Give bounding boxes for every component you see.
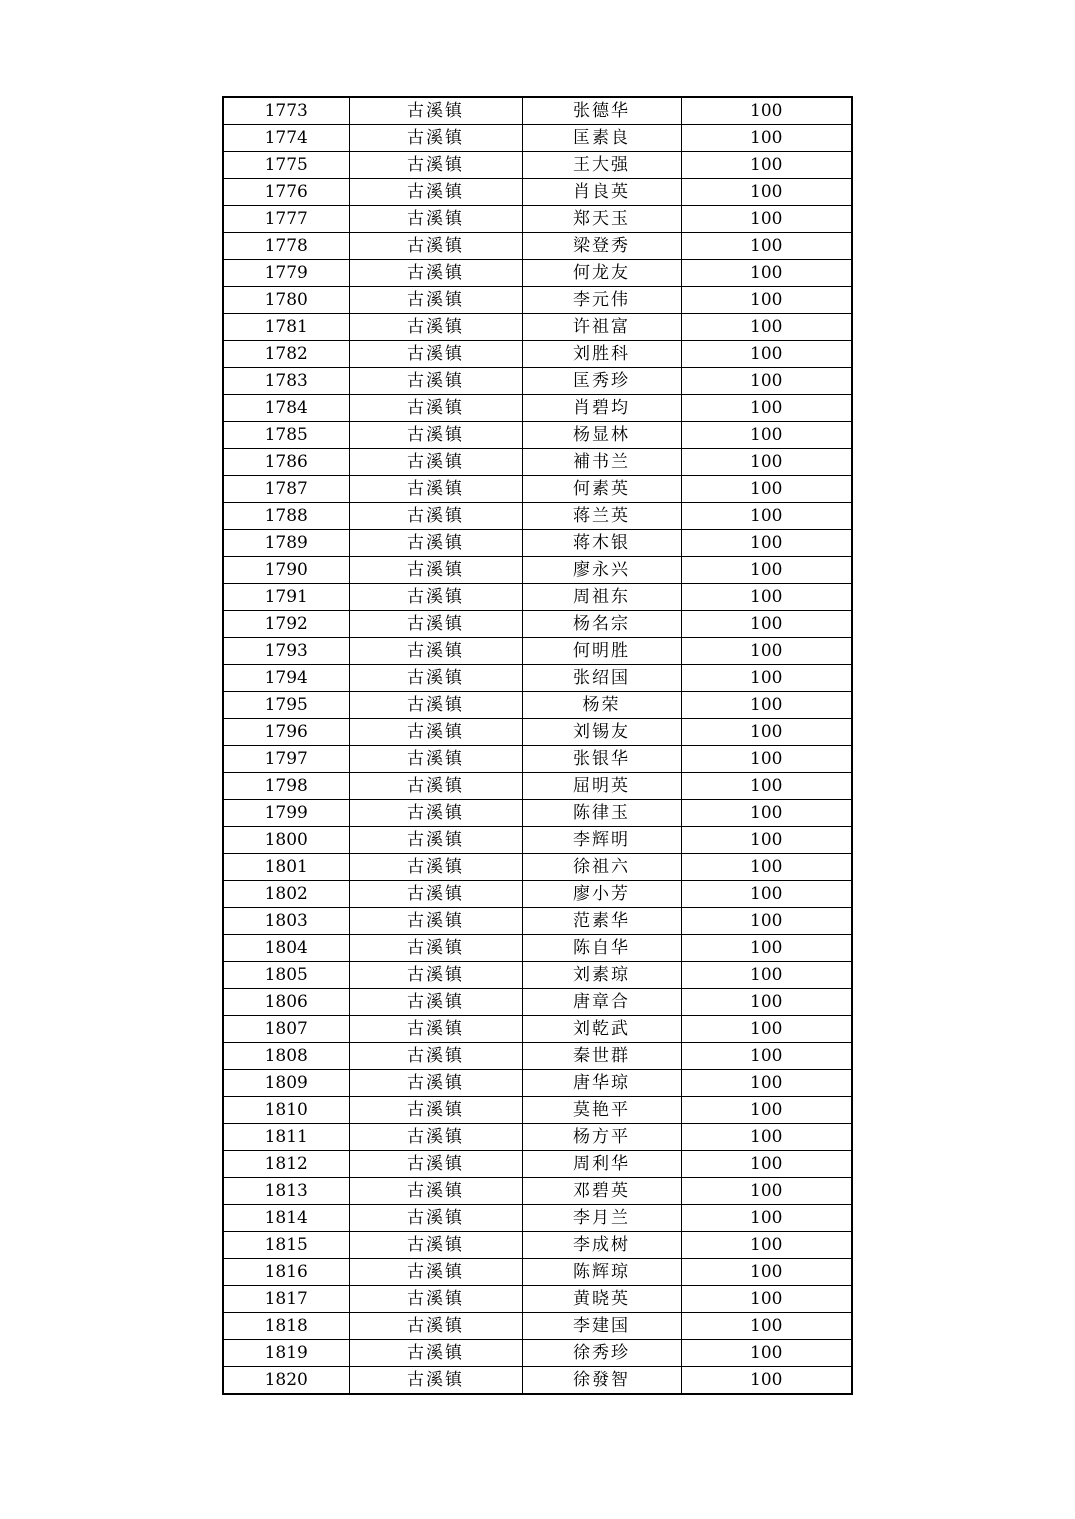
town-cell: 古溪镇 (349, 746, 522, 773)
town-cell: 古溪镇 (349, 1043, 522, 1070)
person-name-cell: 张德华 (522, 97, 681, 125)
town-cell: 古溪镇 (349, 179, 522, 206)
table-row (223, 1313, 852, 1340)
amount-cell: 100 (681, 152, 852, 179)
town-cell: 古溪镇 (349, 152, 522, 179)
town-cell: 古溪镇 (349, 638, 522, 665)
person-name-cell: 张银华 (522, 746, 681, 773)
town-cell: 古溪镇 (349, 314, 522, 341)
amount-cell: 100 (681, 1151, 852, 1178)
person-name-cell: 刘锡友 (522, 719, 681, 746)
amount-cell: 100 (681, 1259, 852, 1286)
table-body (223, 97, 852, 1394)
person-name-cell: 刘乾武 (522, 1016, 681, 1043)
row-number-cell: 1797 (223, 746, 349, 773)
amount-cell: 100 (681, 827, 852, 854)
row-number-cell: 1813 (223, 1178, 349, 1205)
row-number-cell: 1773 (223, 97, 349, 125)
table-row (223, 1151, 852, 1178)
amount-cell: 100 (681, 854, 852, 881)
table-row (223, 611, 852, 638)
row-number-cell: 1782 (223, 341, 349, 368)
amount-cell: 100 (681, 422, 852, 449)
table-row (223, 287, 852, 314)
town-cell: 古溪镇 (349, 1313, 522, 1340)
person-name-cell: 唐华琼 (522, 1070, 681, 1097)
row-number-cell: 1791 (223, 584, 349, 611)
table-row (223, 449, 852, 476)
person-name-cell: 张绍国 (522, 665, 681, 692)
amount-cell: 100 (681, 1016, 852, 1043)
amount-cell: 100 (681, 179, 852, 206)
table-row (223, 314, 852, 341)
amount-cell: 100 (681, 881, 852, 908)
town-cell: 古溪镇 (349, 1286, 522, 1313)
table-row (223, 935, 852, 962)
town-cell: 古溪镇 (349, 557, 522, 584)
table-row (223, 1205, 852, 1232)
row-number-cell: 1798 (223, 773, 349, 800)
row-number-cell: 1809 (223, 1070, 349, 1097)
amount-cell: 100 (681, 1340, 852, 1367)
person-name-cell: 郑天玉 (522, 206, 681, 233)
amount-cell: 100 (681, 395, 852, 422)
row-number-cell: 1783 (223, 368, 349, 395)
table-row (223, 638, 852, 665)
person-name-cell: 蒋木银 (522, 530, 681, 557)
row-number-cell: 1795 (223, 692, 349, 719)
amount-cell: 100 (681, 962, 852, 989)
amount-cell: 100 (681, 503, 852, 530)
town-cell: 古溪镇 (349, 908, 522, 935)
amount-cell: 100 (681, 1097, 852, 1124)
row-number-cell: 1778 (223, 233, 349, 260)
row-number-cell: 1817 (223, 1286, 349, 1313)
person-name-cell: 刘胜科 (522, 341, 681, 368)
town-cell: 古溪镇 (349, 611, 522, 638)
row-number-cell: 1790 (223, 557, 349, 584)
table-row (223, 773, 852, 800)
amount-cell: 100 (681, 449, 852, 476)
town-cell: 古溪镇 (349, 881, 522, 908)
person-name-cell: 何素英 (522, 476, 681, 503)
person-name-cell: 廖永兴 (522, 557, 681, 584)
table-row (223, 341, 852, 368)
table-row (223, 692, 852, 719)
row-number-cell: 1803 (223, 908, 349, 935)
person-name-cell: 廖小芳 (522, 881, 681, 908)
row-number-cell: 1780 (223, 287, 349, 314)
amount-cell: 100 (681, 1124, 852, 1151)
row-number-cell: 1787 (223, 476, 349, 503)
town-cell: 古溪镇 (349, 422, 522, 449)
table-row (223, 800, 852, 827)
row-number-cell: 1788 (223, 503, 349, 530)
person-name-cell: 徐發智 (522, 1367, 681, 1395)
table-row (223, 908, 852, 935)
row-number-cell: 1776 (223, 179, 349, 206)
table-row (223, 260, 852, 287)
row-number-cell: 1811 (223, 1124, 349, 1151)
row-number-cell: 1818 (223, 1313, 349, 1340)
row-number-cell: 1802 (223, 881, 349, 908)
town-cell: 古溪镇 (349, 1016, 522, 1043)
amount-cell: 100 (681, 368, 852, 395)
data-table (222, 96, 853, 1395)
person-name-cell: 许祖富 (522, 314, 681, 341)
amount-cell: 100 (681, 557, 852, 584)
row-number-cell: 1815 (223, 1232, 349, 1259)
town-cell: 古溪镇 (349, 800, 522, 827)
row-number-cell: 1796 (223, 719, 349, 746)
amount-cell: 100 (681, 773, 852, 800)
person-name-cell: 杨荣 (522, 692, 681, 719)
table-row (223, 233, 852, 260)
table-row (223, 854, 852, 881)
amount-cell: 100 (681, 611, 852, 638)
row-number-cell: 1820 (223, 1367, 349, 1395)
town-cell: 古溪镇 (349, 935, 522, 962)
amount-cell: 100 (681, 719, 852, 746)
amount-cell: 100 (681, 1178, 852, 1205)
row-number-cell: 1814 (223, 1205, 349, 1232)
row-number-cell: 1775 (223, 152, 349, 179)
row-number-cell: 1806 (223, 989, 349, 1016)
table-row (223, 368, 852, 395)
amount-cell: 100 (681, 125, 852, 152)
person-name-cell: 蒋兰英 (522, 503, 681, 530)
amount-cell: 100 (681, 1286, 852, 1313)
person-name-cell: 梁登秀 (522, 233, 681, 260)
row-number-cell: 1816 (223, 1259, 349, 1286)
person-name-cell: 陈辉琼 (522, 1259, 681, 1286)
table-row (223, 989, 852, 1016)
row-number-cell: 1800 (223, 827, 349, 854)
town-cell: 古溪镇 (349, 962, 522, 989)
row-number-cell: 1812 (223, 1151, 349, 1178)
town-cell: 古溪镇 (349, 233, 522, 260)
row-number-cell: 1781 (223, 314, 349, 341)
person-name-cell: 補书兰 (522, 449, 681, 476)
town-cell: 古溪镇 (349, 368, 522, 395)
town-cell: 古溪镇 (349, 476, 522, 503)
amount-cell: 100 (681, 1232, 852, 1259)
row-number-cell: 1792 (223, 611, 349, 638)
town-cell: 古溪镇 (349, 1097, 522, 1124)
amount-cell: 100 (681, 800, 852, 827)
person-name-cell: 徐秀珍 (522, 1340, 681, 1367)
table-row (223, 125, 852, 152)
table-row (223, 1232, 852, 1259)
table-row (223, 1340, 852, 1367)
town-cell: 古溪镇 (349, 1151, 522, 1178)
town-cell: 古溪镇 (349, 97, 522, 125)
table-row (223, 665, 852, 692)
town-cell: 古溪镇 (349, 584, 522, 611)
person-name-cell: 陈自华 (522, 935, 681, 962)
amount-cell: 100 (681, 665, 852, 692)
row-number-cell: 1774 (223, 125, 349, 152)
table-row (223, 1016, 852, 1043)
person-name-cell: 匡秀珍 (522, 368, 681, 395)
table-row (223, 962, 852, 989)
person-name-cell: 李辉明 (522, 827, 681, 854)
table-row (223, 827, 852, 854)
amount-cell: 100 (681, 287, 852, 314)
amount-cell: 100 (681, 233, 852, 260)
town-cell: 古溪镇 (349, 1259, 522, 1286)
table-row (223, 1043, 852, 1070)
amount-cell: 100 (681, 1205, 852, 1232)
person-name-cell: 王大强 (522, 152, 681, 179)
table-row (223, 719, 852, 746)
town-cell: 古溪镇 (349, 206, 522, 233)
row-number-cell: 1804 (223, 935, 349, 962)
table-row (223, 1097, 852, 1124)
town-cell: 古溪镇 (349, 1205, 522, 1232)
row-number-cell: 1794 (223, 665, 349, 692)
person-name-cell: 李成树 (522, 1232, 681, 1259)
person-name-cell: 何明胜 (522, 638, 681, 665)
table-row (223, 1124, 852, 1151)
table-row (223, 179, 852, 206)
town-cell: 古溪镇 (349, 260, 522, 287)
row-number-cell: 1784 (223, 395, 349, 422)
amount-cell: 100 (681, 476, 852, 503)
amount-cell: 100 (681, 746, 852, 773)
town-cell: 古溪镇 (349, 719, 522, 746)
row-number-cell: 1819 (223, 1340, 349, 1367)
table-row (223, 530, 852, 557)
person-name-cell: 范素华 (522, 908, 681, 935)
person-name-cell: 秦世群 (522, 1043, 681, 1070)
person-name-cell: 何龙友 (522, 260, 681, 287)
amount-cell: 100 (681, 260, 852, 287)
table-row (223, 395, 852, 422)
town-cell: 古溪镇 (349, 341, 522, 368)
person-name-cell: 徐祖六 (522, 854, 681, 881)
person-name-cell: 周利华 (522, 1151, 681, 1178)
person-name-cell: 李建国 (522, 1313, 681, 1340)
row-number-cell: 1807 (223, 1016, 349, 1043)
town-cell: 古溪镇 (349, 773, 522, 800)
row-number-cell: 1805 (223, 962, 349, 989)
town-cell: 古溪镇 (349, 449, 522, 476)
amount-cell: 100 (681, 1043, 852, 1070)
table-row (223, 1070, 852, 1097)
town-cell: 古溪镇 (349, 1124, 522, 1151)
person-name-cell: 匡素良 (522, 125, 681, 152)
table-row (223, 1367, 852, 1395)
table-row (223, 1178, 852, 1205)
table-row (223, 746, 852, 773)
person-name-cell: 肖碧均 (522, 395, 681, 422)
amount-cell: 100 (681, 935, 852, 962)
person-name-cell: 唐章合 (522, 989, 681, 1016)
amount-cell: 100 (681, 908, 852, 935)
table-row (223, 97, 852, 125)
row-number-cell: 1779 (223, 260, 349, 287)
row-number-cell: 1777 (223, 206, 349, 233)
table-row (223, 881, 852, 908)
row-number-cell: 1799 (223, 800, 349, 827)
amount-cell: 100 (681, 206, 852, 233)
table-row (223, 557, 852, 584)
row-number-cell: 1786 (223, 449, 349, 476)
table-row (223, 422, 852, 449)
amount-cell: 100 (681, 989, 852, 1016)
amount-cell: 100 (681, 1313, 852, 1340)
person-name-cell: 周祖东 (522, 584, 681, 611)
town-cell: 古溪镇 (349, 665, 522, 692)
town-cell: 古溪镇 (349, 125, 522, 152)
town-cell: 古溪镇 (349, 395, 522, 422)
town-cell: 古溪镇 (349, 1178, 522, 1205)
row-number-cell: 1785 (223, 422, 349, 449)
person-name-cell: 杨方平 (522, 1124, 681, 1151)
person-name-cell: 肖良英 (522, 179, 681, 206)
town-cell: 古溪镇 (349, 287, 522, 314)
town-cell: 古溪镇 (349, 503, 522, 530)
town-cell: 古溪镇 (349, 1232, 522, 1259)
row-number-cell: 1810 (223, 1097, 349, 1124)
person-name-cell: 杨显林 (522, 422, 681, 449)
amount-cell: 100 (681, 314, 852, 341)
town-cell: 古溪镇 (349, 1367, 522, 1395)
town-cell: 古溪镇 (349, 1340, 522, 1367)
person-name-cell: 黄晓英 (522, 1286, 681, 1313)
row-number-cell: 1808 (223, 1043, 349, 1070)
town-cell: 古溪镇 (349, 530, 522, 557)
table-row (223, 152, 852, 179)
person-name-cell: 李元伟 (522, 287, 681, 314)
town-cell: 古溪镇 (349, 692, 522, 719)
person-name-cell: 李月兰 (522, 1205, 681, 1232)
amount-cell: 100 (681, 341, 852, 368)
town-cell: 古溪镇 (349, 1070, 522, 1097)
person-name-cell: 邓碧英 (522, 1178, 681, 1205)
table-row (223, 206, 852, 233)
person-name-cell: 刘素琼 (522, 962, 681, 989)
person-name-cell: 陈律玉 (522, 800, 681, 827)
amount-cell: 100 (681, 530, 852, 557)
town-cell: 古溪镇 (349, 989, 522, 1016)
amount-cell: 100 (681, 692, 852, 719)
row-number-cell: 1793 (223, 638, 349, 665)
amount-cell: 100 (681, 1367, 852, 1395)
amount-cell: 100 (681, 1070, 852, 1097)
row-number-cell: 1801 (223, 854, 349, 881)
person-name-cell: 杨名宗 (522, 611, 681, 638)
table-row (223, 476, 852, 503)
row-number-cell: 1789 (223, 530, 349, 557)
amount-cell: 100 (681, 97, 852, 125)
person-name-cell: 屈明英 (522, 773, 681, 800)
amount-cell: 100 (681, 584, 852, 611)
amount-cell: 100 (681, 638, 852, 665)
person-name-cell: 莫艳平 (522, 1097, 681, 1124)
table-row (223, 1286, 852, 1313)
town-cell: 古溪镇 (349, 854, 522, 881)
table-row (223, 1259, 852, 1286)
table-row (223, 584, 852, 611)
town-cell: 古溪镇 (349, 827, 522, 854)
table-row (223, 503, 852, 530)
